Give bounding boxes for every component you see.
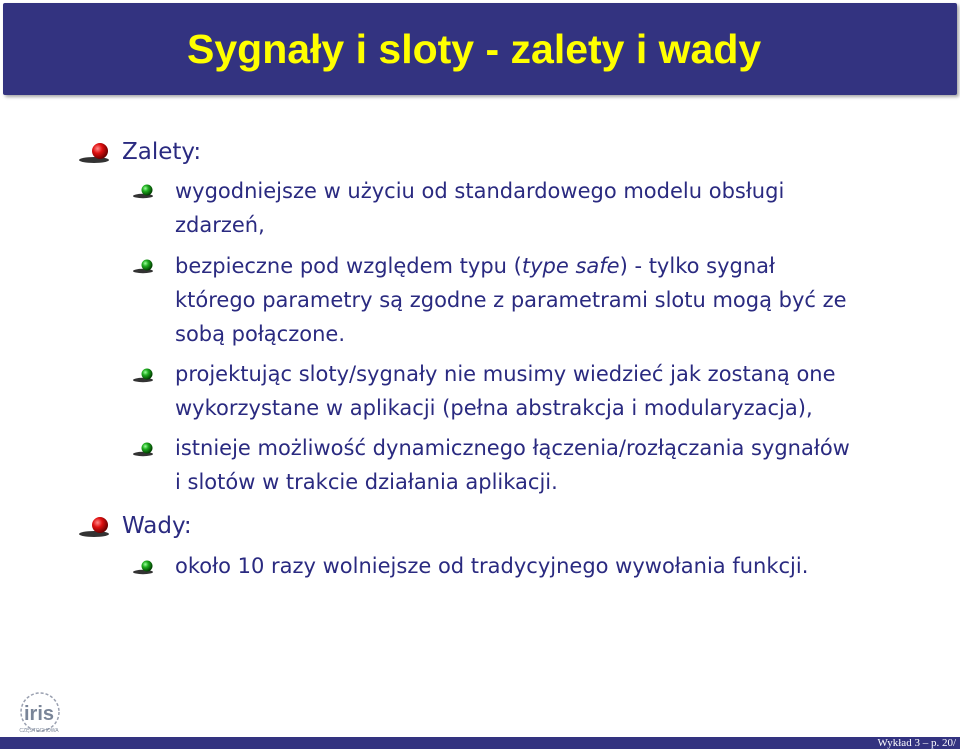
bullet-ball-small-icon xyxy=(131,558,159,576)
footer-page-number: Wykład 3 – p. 20/ xyxy=(877,737,956,749)
list-item-line: sobą połączone. xyxy=(175,322,345,346)
list-item-line: projektując sloty/sygnały nie musimy wiedzieć jak zostaną one xyxy=(175,362,836,386)
text-run: bezpieczne pod względem typu ( xyxy=(175,254,522,278)
list-item-line: zdarzeń, xyxy=(175,213,265,237)
bullet-ball-small-icon xyxy=(131,440,159,458)
bullet-ball-small-icon xyxy=(131,366,159,384)
list-item-line: wykorzystane w aplikacji (pełna abstrakcja i modularyzacja), xyxy=(175,396,813,420)
bullet-ball-small-icon xyxy=(131,182,159,200)
title-bar xyxy=(3,3,957,95)
list-item-line: około 10 razy wolniejsze od tradycyjnego wywołania funkcji. xyxy=(175,554,809,578)
list-item-line: i slotów w trakcie działania aplikacji. xyxy=(175,470,558,494)
bullet-ball-icon xyxy=(78,515,118,539)
logo-subtext: CZĘSTOCHOWA xyxy=(19,728,59,734)
text-run-italic: type safe xyxy=(521,254,620,278)
list-item-line: wygodniejsze w użyciu od standardowego modelu obsługi xyxy=(175,179,785,203)
logo-text: iris xyxy=(23,703,55,725)
footer-bar xyxy=(0,737,960,749)
bullet-ball-icon xyxy=(78,141,118,165)
bullet-ball-small-icon xyxy=(131,257,159,275)
section-heading-wady: Wady: xyxy=(122,513,192,539)
university-logo xyxy=(10,690,68,736)
list-item-line xyxy=(175,254,775,278)
list-item-line: którego parametry są zgodne z parametrami slotu mogą być ze xyxy=(175,288,847,312)
text-run: ) - tylko sygnał xyxy=(619,254,775,278)
page-title: Sygnały i sloty - zalety i wady xyxy=(187,26,762,72)
section-heading-zalety: Zalety: xyxy=(122,139,202,165)
list-item-line: istnieje możliwość dynamicznego łączenia/rozłączania sygnałów xyxy=(175,436,850,460)
